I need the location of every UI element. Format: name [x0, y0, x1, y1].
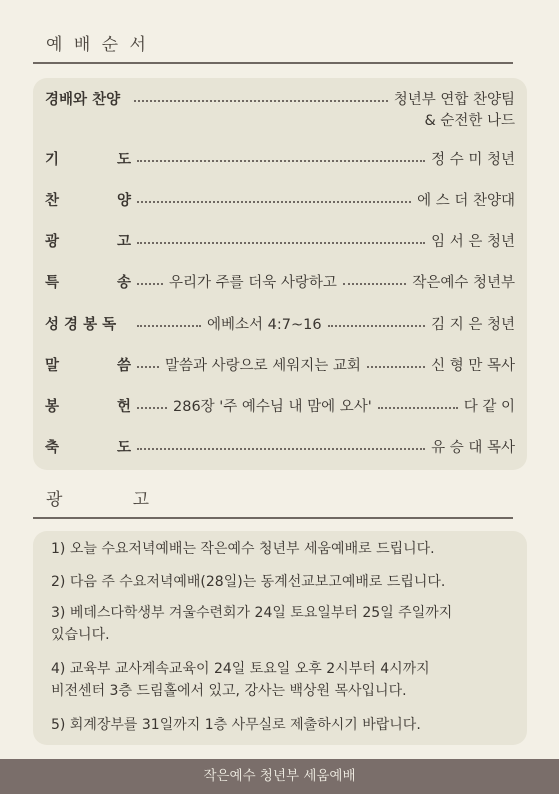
order-label-char: 도	[116, 152, 131, 168]
order-leader: 김 지 은 청년	[431, 317, 515, 333]
order-row-hymn	[45, 191, 515, 212]
order-label-char: 봉	[45, 399, 60, 415]
dot-leader	[134, 90, 388, 102]
dot-leader	[137, 150, 425, 162]
order-row-scripture	[45, 315, 515, 336]
dot-leader	[137, 191, 411, 203]
order-leader	[394, 90, 515, 132]
order-leader: 신 형 만 목사	[431, 358, 515, 374]
dot-leader	[328, 315, 426, 327]
order-label	[45, 356, 131, 377]
dot-leader	[378, 397, 458, 409]
order-leader: 정 수 미 청년	[431, 152, 515, 168]
announcements-title: 광 고	[46, 490, 153, 510]
order-label-char: 말	[45, 358, 60, 374]
dot-leader	[137, 315, 201, 327]
order-label-char: 씀	[116, 358, 131, 374]
order-detail: 286장 '주 예수님 내 맘에 오사'	[173, 399, 372, 415]
announcement-item	[51, 538, 521, 560]
order-label-char: 송	[116, 275, 131, 291]
order-leader: 다 같 이	[463, 399, 515, 415]
dot-leader	[137, 397, 167, 409]
order-row-announcements	[45, 232, 515, 253]
order-row-prayer	[45, 150, 515, 171]
announcement-line: 5) 회계장부를 31일까지 1층 사무실로 제출하시기 바랍니다.	[51, 717, 421, 733]
order-row-sermon	[45, 356, 515, 377]
order-label	[45, 191, 131, 212]
dot-leader	[343, 273, 406, 285]
announcements-divider	[33, 517, 513, 519]
order-label	[45, 232, 131, 253]
order-label-char: 헌	[116, 399, 131, 415]
order-label-char: 기	[45, 152, 60, 168]
order-label	[45, 273, 131, 294]
order-label	[45, 438, 131, 459]
order-label-char: 양	[116, 193, 131, 209]
order-label	[45, 150, 131, 171]
order-label-char: 축	[45, 440, 60, 456]
footer-banner: 작은예수 청년부 세움예배	[0, 759, 559, 794]
order-label: 성 경 봉 독	[45, 317, 117, 333]
order-row-praise	[45, 90, 515, 132]
order-leader: 작은예수 청년부	[412, 275, 515, 291]
announcement-item	[51, 658, 521, 702]
order-label-char: 특	[45, 275, 60, 291]
order-label-char: 찬	[45, 193, 60, 209]
order-leader-line1: 청년부 연합 찬양팀	[393, 92, 515, 108]
announcement-line: 2) 다음 주 수요저녁예배(28일)는 동계선교보고예배로 드립니다.	[51, 574, 446, 590]
title-divider	[33, 62, 513, 64]
announcement-item	[51, 714, 521, 736]
order-label-char: 광	[45, 234, 60, 250]
order-leader: 유 승 대 목사	[431, 440, 515, 456]
dot-leader	[137, 273, 163, 285]
order-detail: 우리가 주를 더욱 사랑하고	[169, 275, 337, 291]
order-row-benediction	[45, 438, 515, 459]
order-row-offering	[45, 397, 515, 418]
announcement-line: 1) 오늘 수요저녁예배는 작은예수 청년부 세움예배로 드립니다.	[51, 541, 435, 557]
announcement-line: 있습니다.	[51, 627, 110, 643]
order-detail: 말씀과 사랑으로 세워지는 교회	[165, 358, 361, 374]
dot-leader	[137, 438, 425, 450]
dot-leader	[367, 356, 425, 368]
announcement-line: 비전센터 3층 드림홀에서 있고, 강사는 백상원 목사입니다.	[51, 683, 407, 699]
order-leader: 에 스 더 찬양대	[417, 193, 515, 209]
order-leader-line2: & 순전한 나드	[424, 113, 515, 129]
announcements-box	[33, 531, 527, 745]
order-label-char: 도	[116, 440, 131, 456]
order-label-char: 고	[116, 234, 131, 250]
announcement-item	[51, 571, 521, 593]
dot-leader	[137, 356, 159, 368]
worship-order-box	[33, 78, 527, 470]
order-label	[45, 397, 131, 418]
order-row-special-song	[45, 273, 515, 294]
order-detail: 에베소서 4:7~16	[207, 317, 322, 333]
worship-order-title: 예 배 순 서	[46, 35, 149, 55]
announcement-line: 3) 베데스다학생부 겨울수련회가 24일 토요일부터 25일 주일까지	[51, 605, 453, 621]
announcement-line: 4) 교육부 교사계속교육이 24일 토요일 오후 2시부터 4시까지	[51, 661, 430, 677]
dot-leader	[137, 232, 425, 244]
order-label: 경배와 찬양	[45, 92, 121, 108]
order-leader: 임 서 은 청년	[431, 234, 515, 250]
announcement-item	[51, 602, 521, 646]
